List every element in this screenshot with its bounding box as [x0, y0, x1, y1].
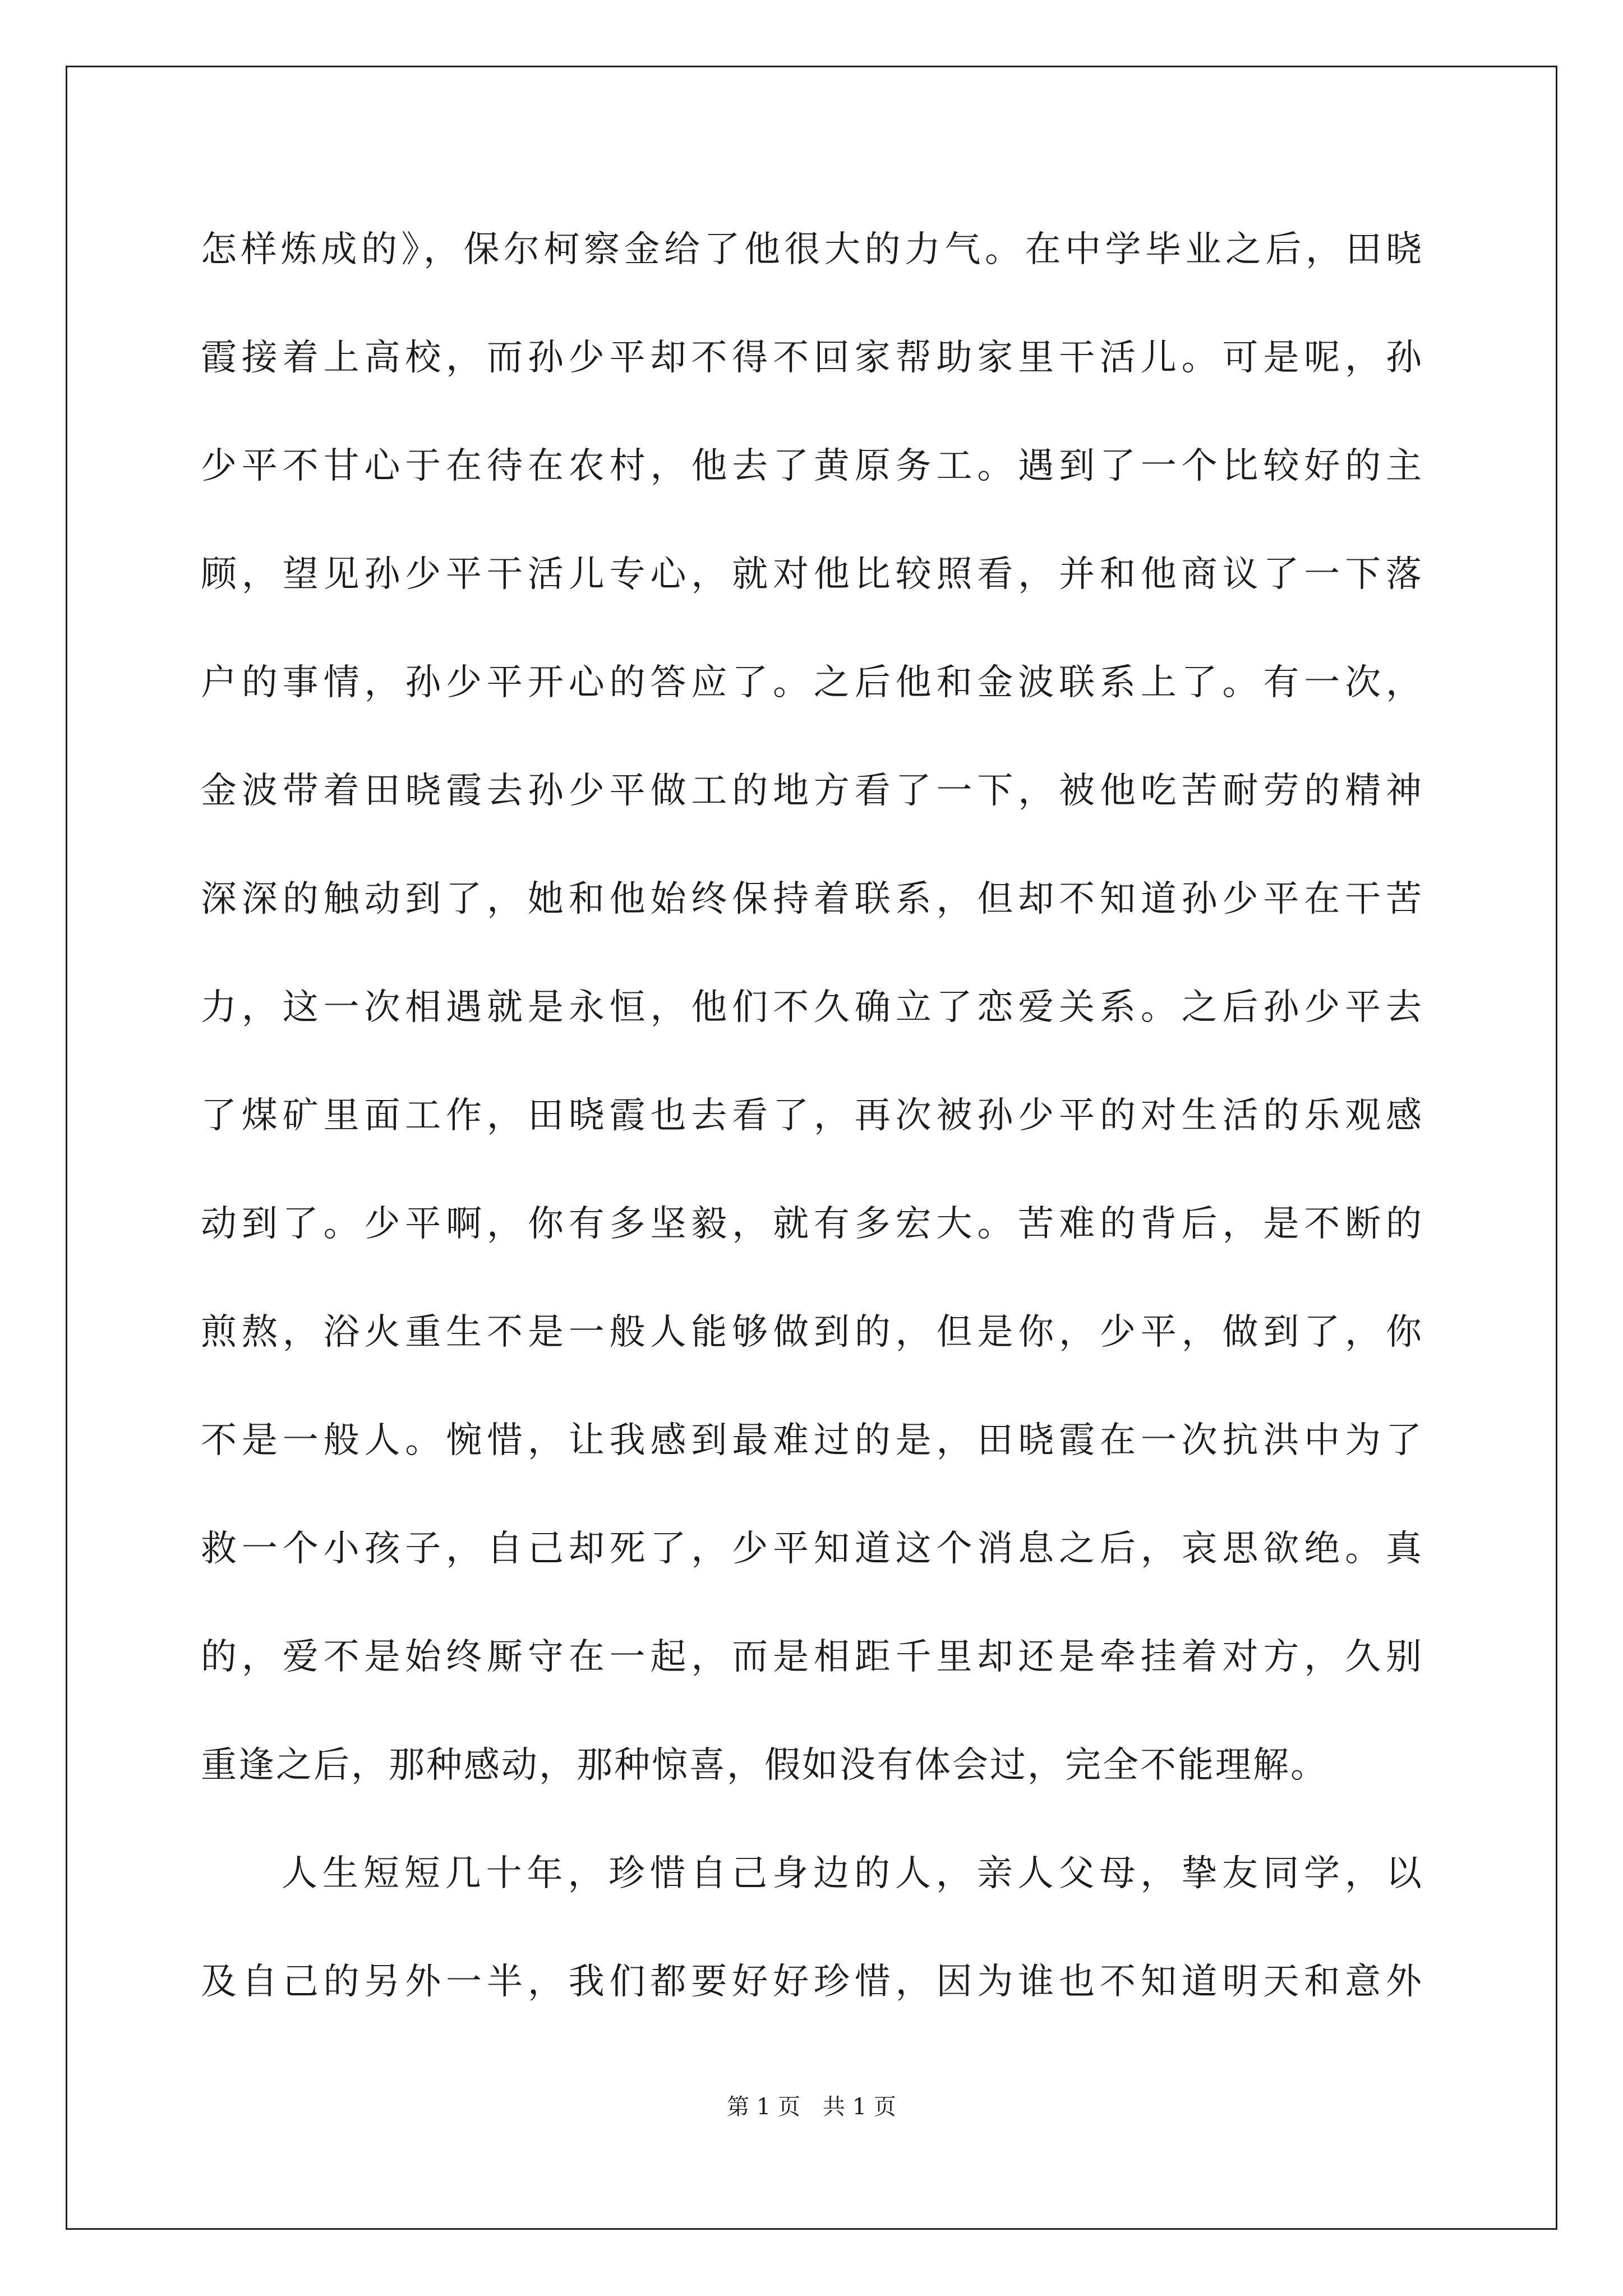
page-total: 共 1 页	[823, 2094, 896, 2120]
page-footer	[0, 2090, 1623, 2124]
text-line: 及自己的另外一半，我们都要好好珍惜，因为谁也不知道明天和意外	[201, 1961, 1423, 2003]
text-line: 了煤矿里面工作，田晓霞也去看了，再次被孙少平的对生活的乐观感	[201, 1095, 1423, 1137]
text-line: 动到了。少平啊，你有多坚毅，就有多宏大。苦难的背后，是不断的	[201, 1203, 1423, 1245]
text-line: 霞接着上高校，而孙少平却不得不回家帮助家里干活儿。可是呢，孙	[201, 337, 1423, 379]
page-number: 第 1 页	[727, 2094, 800, 2120]
text-line: 人生短短几十年，珍惜自己身边的人，亲人父母，挚友同学，以	[282, 1853, 1423, 1894]
text-line: 救一个小孩子，自己却死了，少平知道这个消息之后，哀思欲绝。真	[201, 1528, 1423, 1570]
text-line: 少平不甘心于在待在农村，他去了黄原务工。遇到了一个比较好的主	[201, 445, 1423, 487]
text-line: 深深的触动到了，她和他始终保持着联系，但却不知道孙少平在干苦	[201, 878, 1423, 920]
text-line: 户的事情，孙少平开心的答应了。之后他和金波联系上了。有一次，	[201, 662, 1423, 703]
document-body	[201, 213, 1423, 2054]
text-line: 重逢之后，那种感动，那种惊喜，假如没有体会过，完全不能理解。	[201, 1745, 1328, 1786]
text-line: 煎熬，浴火重生不是一般人能够做到的，但是你，少平，做到了，你	[201, 1312, 1423, 1353]
text-line: 金波带着田晓霞去孙少平做工的地方看了一下，被他吃苦耐劳的精神	[201, 770, 1423, 812]
text-line: 不是一般人。惋惜，让我感到最难过的是，田晓霞在一次抗洪中为了	[201, 1420, 1423, 1461]
text-line: 顾，望见孙少平干活儿专心，就对他比较照看，并和他商议了一下落	[201, 554, 1423, 595]
text-line: 怎样炼成的》，保尔柯察金给了他很大的力气。在中学毕业之后，田晓	[201, 229, 1423, 270]
text-line: 的，爱不是始终厮守在一起，而是相距千里却还是牵挂着对方，久别	[201, 1636, 1423, 1678]
text-line: 力，这一次相遇就是永恒，他们不久确立了恋爱关系。之后孙少平去	[201, 987, 1423, 1028]
